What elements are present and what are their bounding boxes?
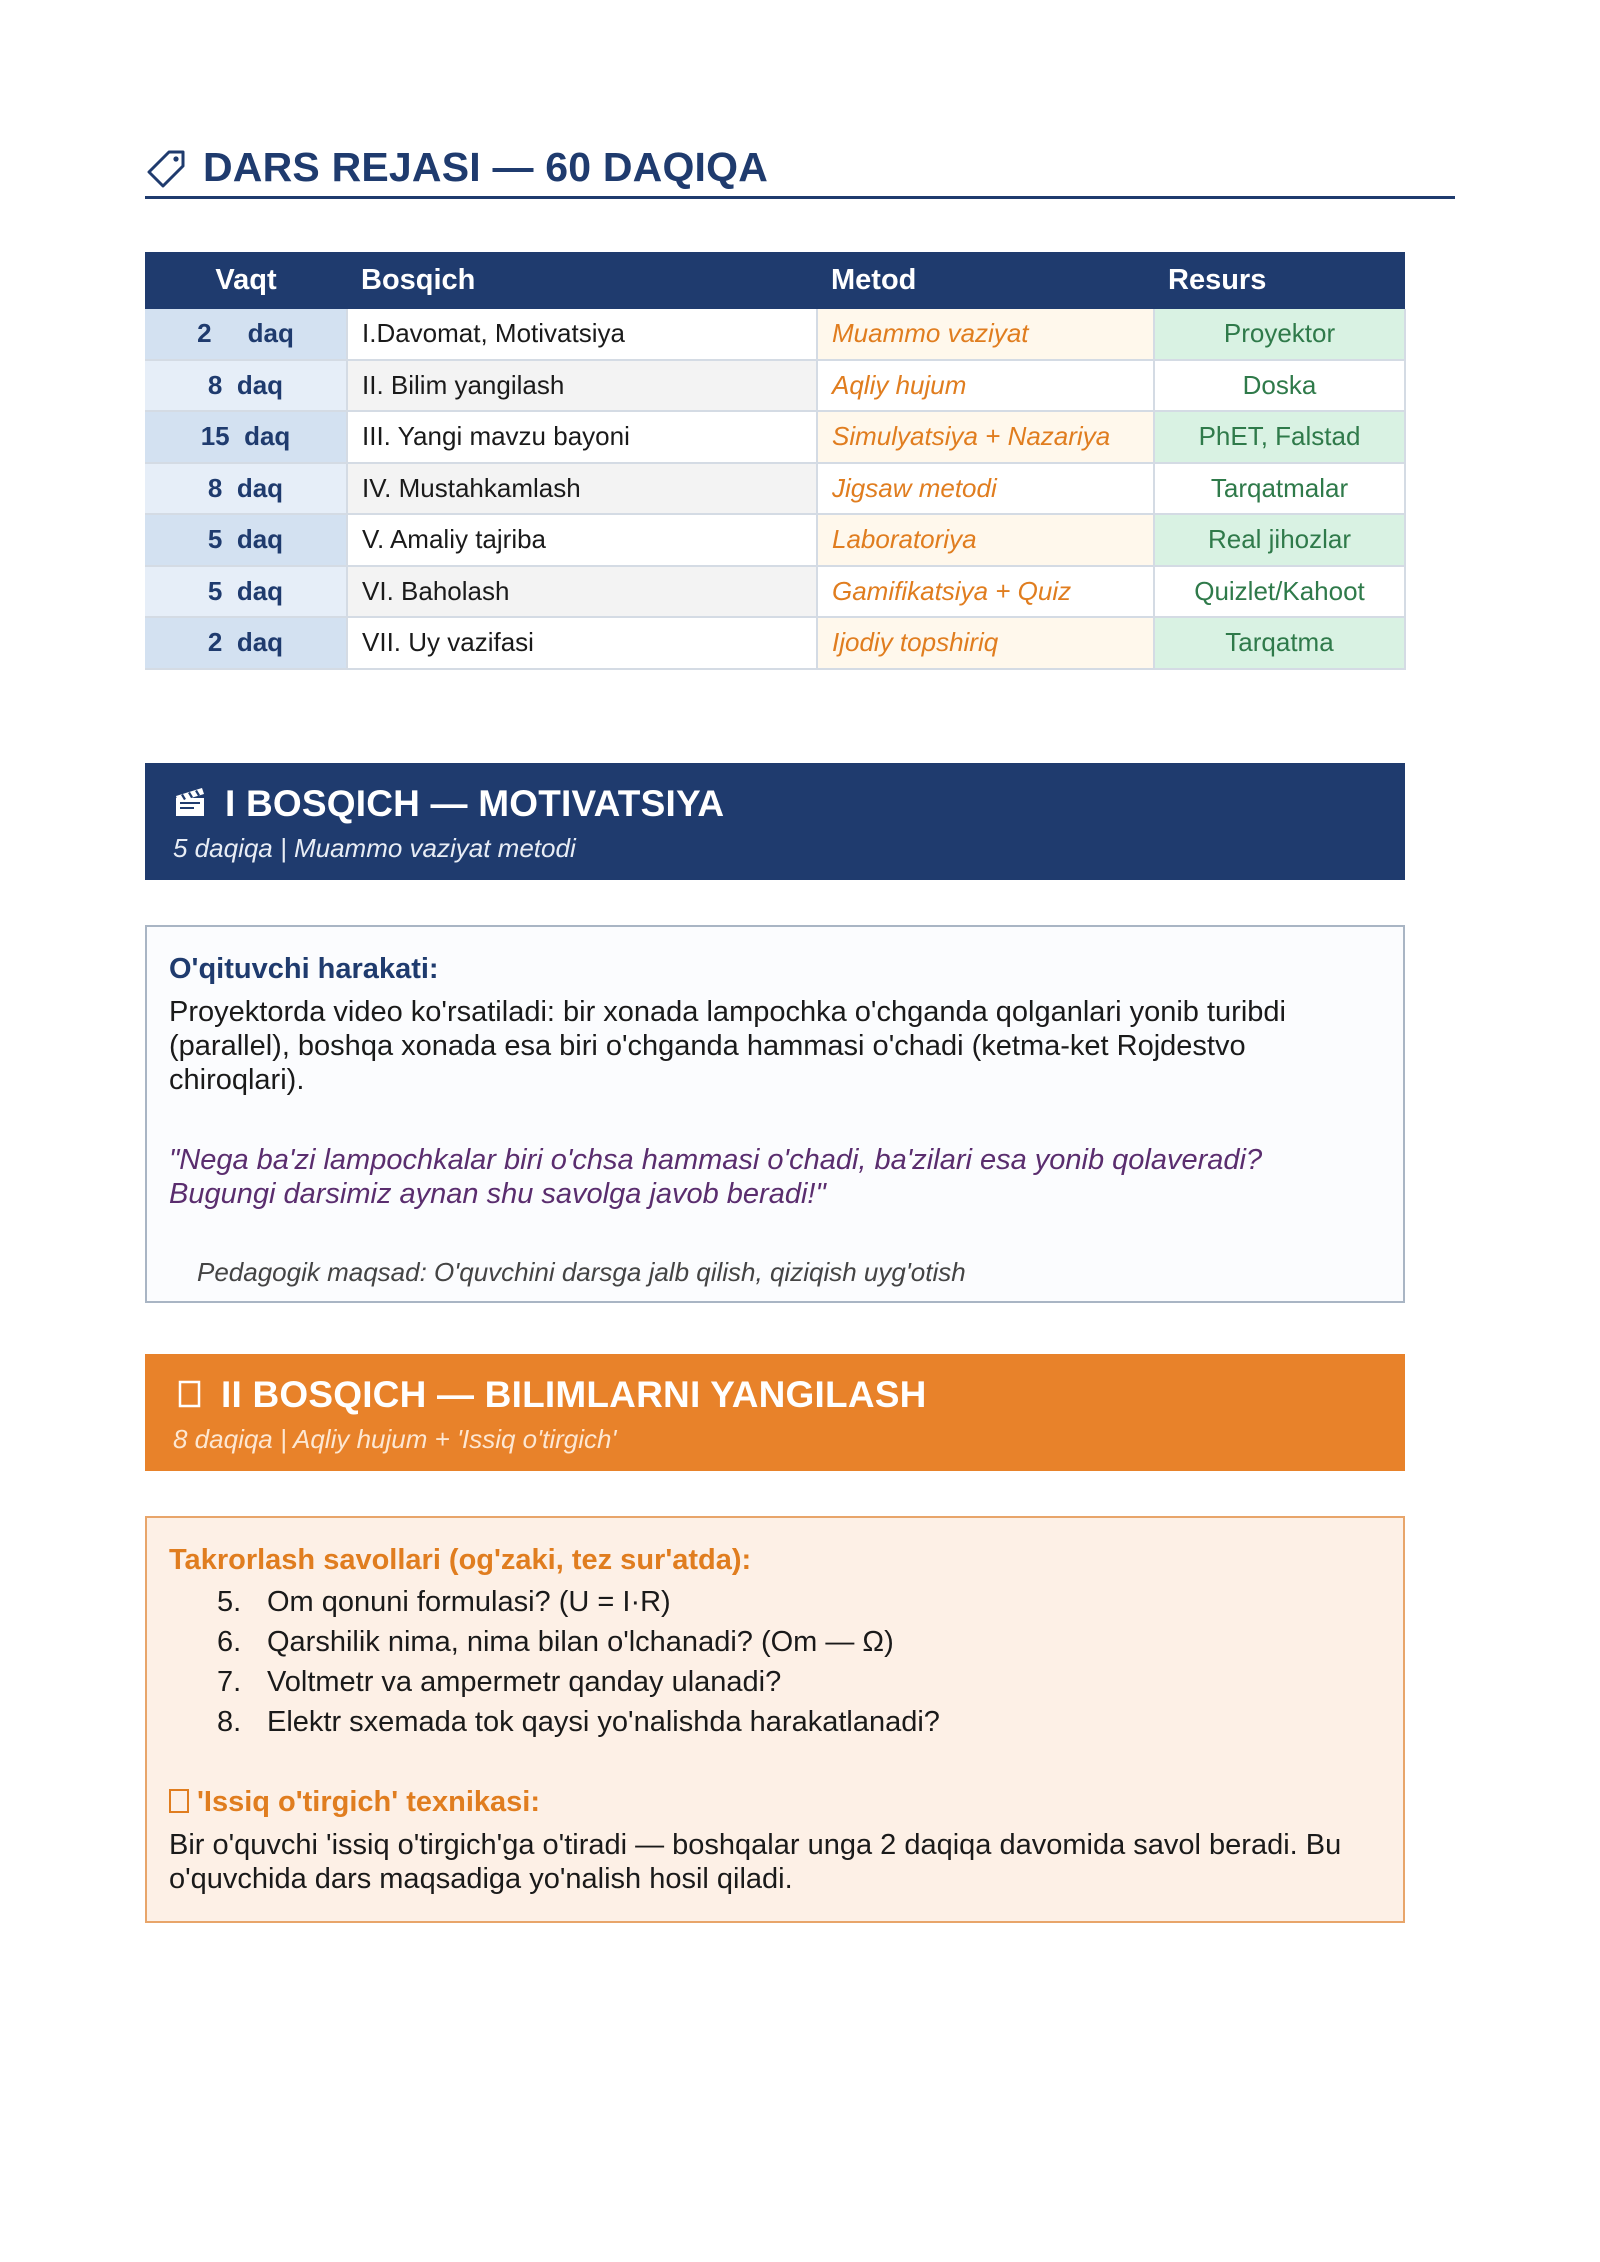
table-row — [145, 617, 1405, 669]
list-number: 5. — [217, 1586, 242, 1618]
resource-cell: Tarqatmalar — [1154, 463, 1405, 515]
square-icon — [169, 1789, 189, 1813]
teacher-action-box — [145, 925, 1405, 1303]
pedagogical-goal: Pedagogik maqsad: O'quvchini darsga jalb qilish, qiziqish uyg'otish — [197, 1257, 966, 1287]
question-text: Voltmetr va ampermetr qanday ulanadi? — [267, 1666, 782, 1698]
review-question-list — [217, 1582, 940, 1742]
hot-seat-text: Bir o'quvchi 'issiq o'tirgich'ga o'tiradi — boshqalar unga 2 daqiqa davomida savol beradi. Bu o'quvchida dars maqsadiga yo'nalish hosil qiladi. — [169, 1829, 1342, 1895]
teacher-action-heading: O'qituvchi harakati: — [169, 953, 439, 985]
method-cell: Gamifikatsiya + Quiz — [817, 566, 1154, 618]
page-title: DARS REJASI — 60 DAQIQA — [203, 144, 769, 190]
time-cell: 5 daq — [145, 566, 347, 618]
stage-cell: VI. Baholash — [347, 566, 817, 618]
clapperboard-icon — [173, 785, 207, 819]
review-questions-box — [145, 1516, 1405, 1923]
list-item — [217, 1702, 940, 1742]
resource-cell: Doska — [1154, 360, 1405, 412]
table-row — [145, 566, 1405, 618]
question-text: Om qonuni formulasi? (U = I·R) — [267, 1586, 671, 1618]
teacher-action-text: Proyektorda video ko'rsatiladi: bir xonada lampochka o'chganda qolganlari yonib turibdi (parallel), boshqa xonada esa biri o'chganda hammasi o'chadi (ketma-ket Rojdestvo chiroqlari). — [169, 996, 1286, 1096]
question-text: Qarshilik nima, nima bilan o'lchanadi? (Om — Ω) — [267, 1626, 894, 1658]
resource-cell: Proyektor — [1154, 309, 1405, 360]
time-cell: 8 daq — [145, 360, 347, 412]
method-cell: Jigsaw metodi — [817, 463, 1154, 515]
table-row — [145, 309, 1405, 360]
square-icon — [173, 1376, 207, 1410]
table-row — [145, 463, 1405, 515]
review-heading: Takrorlash savollari (og'zaki, tez sur'atda): — [169, 1544, 752, 1576]
stage-cell: V. Amaliy tajriba — [347, 514, 817, 566]
table-header-row — [145, 252, 1405, 309]
column-header-resource: Resurs — [1154, 252, 1405, 309]
method-cell: Ijodiy topshiriq — [817, 617, 1154, 669]
method-cell: Aqliy hujum — [817, 360, 1154, 412]
hot-seat-heading-text: 'Issiq o'tirgich' texnikasi: — [197, 1786, 541, 1818]
time-cell: 2 daq — [145, 617, 347, 669]
stage-cell: III. Yangi mavzu bayoni — [347, 411, 817, 463]
section-title: II BOSQICH — BILIMLARNI YANGILASH — [221, 1374, 927, 1415]
stage-cell: II. Bilim yangilash — [347, 360, 817, 412]
teacher-quote: "Nega ba'zi lampochkalar biri o'chsa hammasi o'chadi, ba'zilari esa yonib qolaveradi? Bugungi darsimiz aynan shu savolga javob beradi!" — [169, 1144, 1263, 1210]
hot-seat-heading — [169, 1786, 540, 1819]
method-cell: Simulyatsiya + Nazariya — [817, 411, 1154, 463]
section-banner-motivation — [145, 763, 1405, 880]
list-item — [217, 1622, 940, 1662]
time-cell: 15 daq — [145, 411, 347, 463]
method-cell: Laboratoriya — [817, 514, 1154, 566]
list-number: 8. — [217, 1706, 242, 1738]
lesson-plan-table — [145, 252, 1406, 670]
stage-cell: I.Davomat, Motivatsiya — [347, 309, 817, 360]
time-cell: 2 daq — [145, 309, 347, 360]
table-row — [145, 360, 1405, 412]
method-cell: Muammo vaziyat — [817, 309, 1154, 360]
question-text: Elektr sxemada tok qaysi yo'nalishda harakatlanadi? — [267, 1706, 940, 1738]
time-cell: 8 daq — [145, 463, 347, 515]
time-cell: 5 daq — [145, 514, 347, 566]
list-number: 6. — [217, 1626, 242, 1658]
column-header-time: Vaqt — [145, 252, 347, 309]
stage-cell: IV. Mustahkamlash — [347, 463, 817, 515]
column-header-stage: Bosqich — [347, 252, 817, 309]
section-title: I BOSQICH — MOTIVATSIYA — [225, 783, 725, 824]
resource-cell: Quizlet/Kahoot — [1154, 566, 1405, 618]
list-item — [217, 1662, 940, 1702]
table-row — [145, 514, 1405, 566]
tag-icon — [147, 148, 187, 188]
table-row — [145, 411, 1405, 463]
list-item — [217, 1582, 940, 1622]
column-header-method: Metod — [817, 252, 1154, 309]
section-banner-knowledge-update — [145, 1354, 1405, 1471]
resource-cell: Real jihozlar — [1154, 514, 1405, 566]
document-header — [145, 140, 1455, 199]
section-subtitle: 8 daqiqa | Aqliy hujum + 'Issiq o'tirgich' — [173, 1424, 617, 1454]
resource-cell: PhET, Falstad — [1154, 411, 1405, 463]
stage-cell: VII. Uy vazifasi — [347, 617, 817, 669]
resource-cell: Tarqatma — [1154, 617, 1405, 669]
section-subtitle: 5 daqiqa | Muammo vaziyat metodi — [173, 833, 576, 863]
list-number: 7. — [217, 1666, 242, 1698]
